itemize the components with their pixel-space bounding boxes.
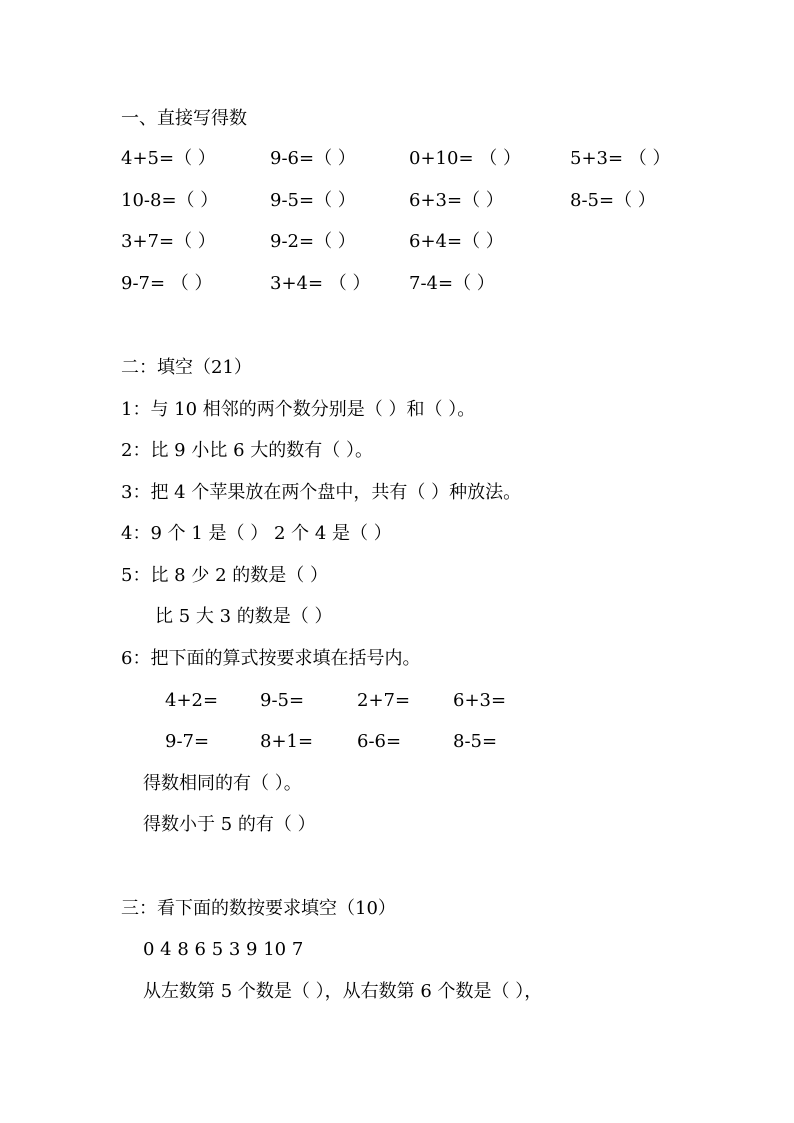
calc-item: 9-7= （ ） (121, 273, 213, 294)
question-5b: 比 5 大 3 的数是（ ） (155, 606, 333, 627)
expression-item: 8-5= (453, 731, 498, 752)
expression-item: 9-7= (165, 731, 210, 752)
section1-title: 一、直接写得数 (121, 108, 247, 129)
calc-item: 9-2=（ ） (270, 231, 356, 252)
section2-title: 二：填空（21） (121, 357, 252, 378)
expression-item: 2+7= (357, 690, 411, 711)
calc-item: 7-4=（ ） (409, 273, 495, 294)
calc-item: 0+10= （ ） (409, 148, 521, 169)
question-2: 2：比 9 小比 6 大的数有（ ）。 (121, 440, 373, 461)
expression-item: 6-6= (357, 731, 402, 752)
question-4: 4：9 个 1 是（ ） 2 个 4 是（ ） (121, 523, 392, 544)
expression-item: 9-5= (260, 690, 305, 711)
expression-item: 4+2= (165, 690, 219, 711)
calc-item: 3+7=（ ） (121, 231, 216, 252)
calc-item: 6+3=（ ） (409, 190, 504, 211)
question-3: 3：把 4 个苹果放在两个盘中，共有（ ）种放法。 (121, 482, 522, 503)
calc-item: 9-5=（ ） (270, 190, 356, 211)
answer-less-than-5: 得数小于 5 的有（ ） (143, 814, 316, 835)
answer-same-result: 得数相同的有（ ）。 (143, 773, 302, 794)
expression-item: 6+3= (453, 690, 507, 711)
calc-item: 9-6=（ ） (270, 148, 356, 169)
number-sequence: 0 4 8 6 5 3 9 10 7 (143, 939, 304, 960)
expression-item: 8+1= (260, 731, 314, 752)
question-1: 1：与 10 相邻的两个数分别是（ ）和（ ）。 (121, 399, 476, 420)
calc-item: 8-5=（ ） (570, 190, 656, 211)
calc-item: 4+5=（ ） (121, 148, 216, 169)
question-6: 6：把下面的算式按要求填在括号内。 (121, 648, 421, 669)
question-position: 从左数第 5 个数是（ ），从右数第 6 个数是（ ）， (143, 981, 543, 1002)
calc-item: 5+3= （ ） (570, 148, 671, 169)
calc-item: 10-8=（ ） (121, 190, 219, 211)
calc-item: 6+4=（ ） (409, 231, 504, 252)
calc-item: 3+4= （ ） (270, 273, 371, 294)
question-5a: 5：比 8 少 2 的数是（ ） (121, 565, 328, 586)
section3-title: 三：看下面的数按要求填空（10） (121, 898, 396, 919)
